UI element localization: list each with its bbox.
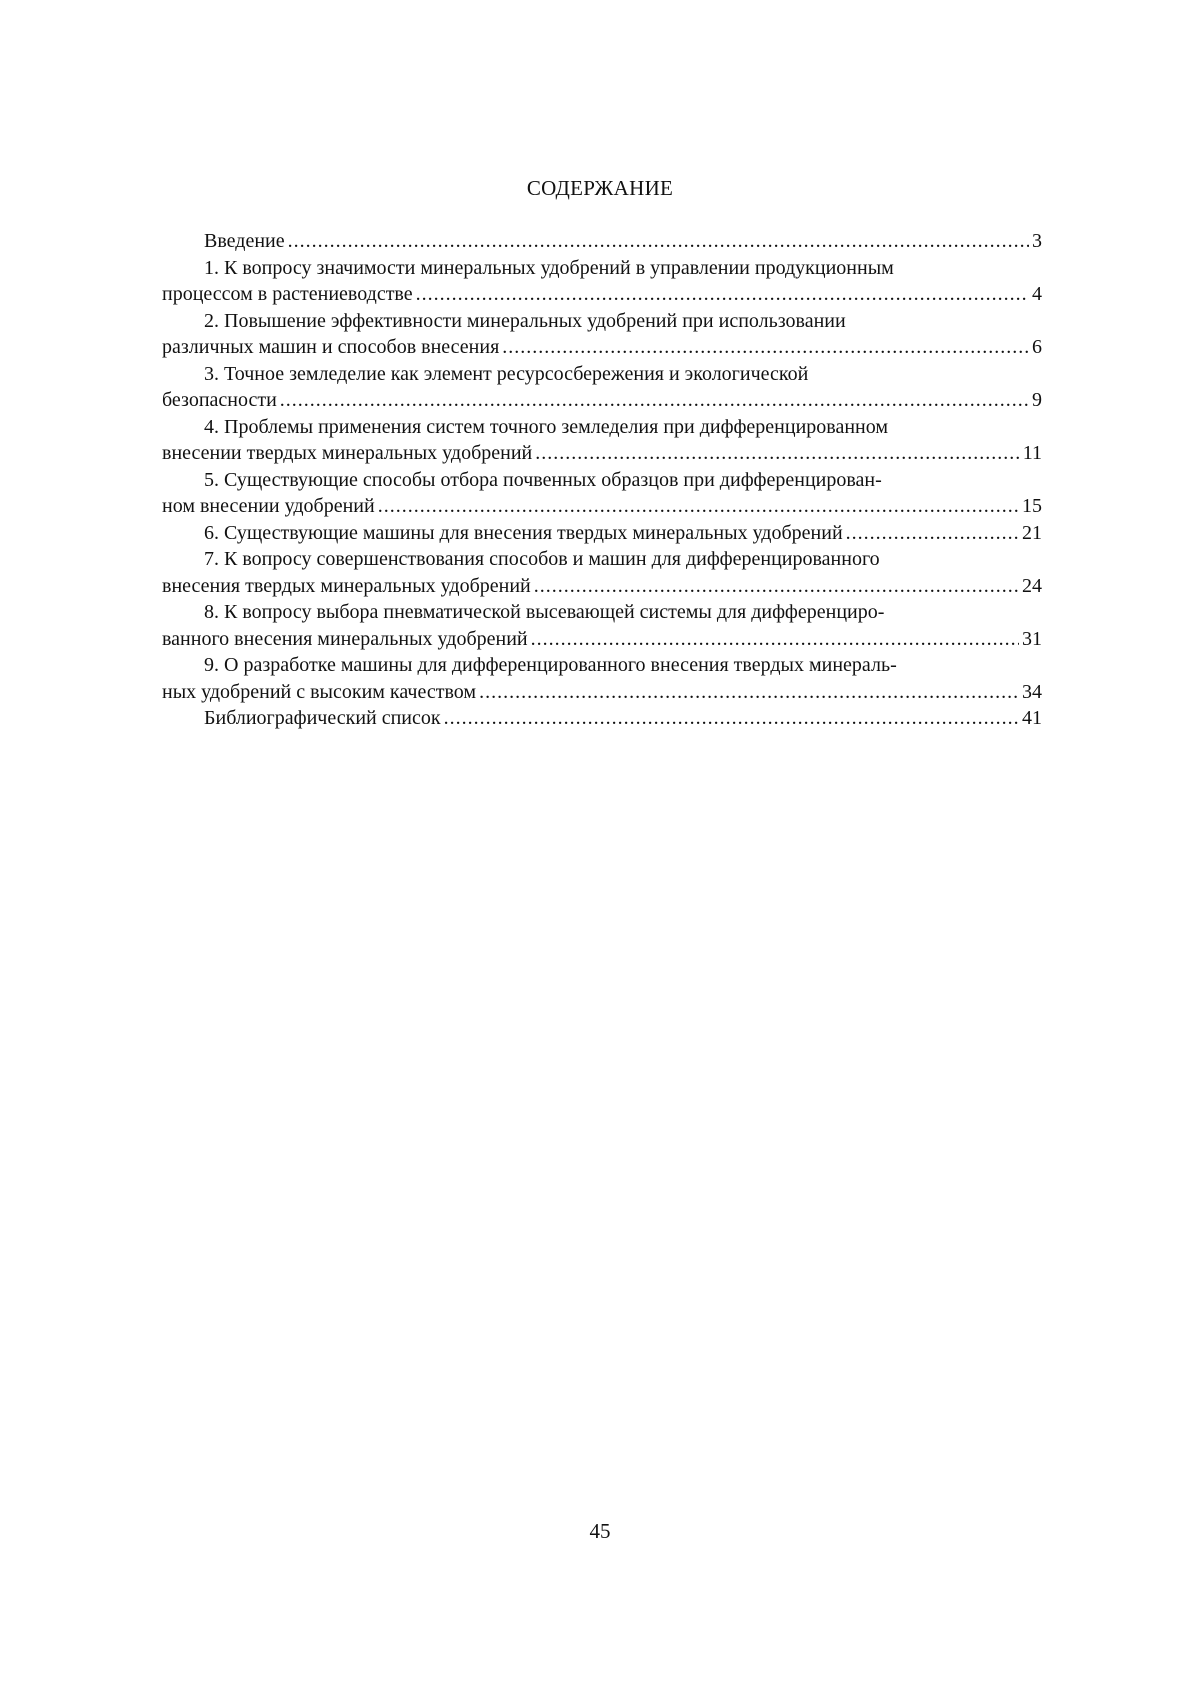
toc-entry-text: 8. К вопросу выбора пневматической высевающей системы для дифференциро- (204, 601, 885, 623)
dot-leader (535, 440, 1020, 467)
toc-entry-5 (162, 467, 1042, 520)
dot-leader (502, 334, 1029, 361)
toc-entry-6 (162, 520, 1042, 547)
toc-entry-text-continued: процессом в растениеводстве (162, 283, 413, 305)
dot-leader (378, 493, 1019, 520)
toc-entry-text: Библиографический список (204, 707, 441, 729)
toc-entry-text-continued: внесения твердых минеральных удобрений (162, 574, 531, 597)
toc-page-number: 21 (1022, 521, 1042, 544)
toc-entry-text-continued: внесении твердых минеральных удобрений (162, 442, 533, 464)
toc-page-number: 41 (1022, 707, 1042, 729)
toc-page-number: 11 (1022, 442, 1042, 464)
toc-entry-text: 2. Повышение эффективности минеральных удобрений при использовании (204, 309, 846, 332)
toc-page-number: 31 (1022, 627, 1042, 650)
dot-leader (444, 705, 1019, 732)
toc-entry-4 (162, 414, 1042, 467)
toc-entry-text-continued: ных удобрений с высоким качеством (162, 680, 477, 703)
toc-entry-text-continued: различных машин и способов внесения (162, 336, 500, 358)
toc-page-number: 3 (1032, 230, 1042, 252)
toc-page-number: 6 (1032, 336, 1042, 358)
dot-leader (288, 228, 1029, 255)
toc-page-number: 24 (1022, 574, 1042, 597)
dot-leader (531, 626, 1019, 653)
toc-entry-text-continued: ванного внесения минеральных удобрений (162, 627, 528, 650)
toc-entry-introduction (162, 228, 1042, 255)
toc-page-number: 15 (1022, 495, 1042, 517)
toc-entry-text: 3. Точное земледелие как элемент ресурсосбережения и экологической (204, 362, 809, 385)
toc-entry-text: 9. О разработке машины для дифференцированного внесения твердых минераль- (204, 654, 897, 676)
toc-page-number: 9 (1032, 389, 1042, 411)
dot-leader (280, 387, 1029, 414)
toc-entry-text: 6. Существующие машины для внесения твердых минеральных удобрений (204, 521, 843, 544)
dot-leader (416, 281, 1029, 308)
dot-leader (846, 520, 1019, 547)
table-of-contents (162, 228, 1042, 732)
dot-leader (534, 573, 1019, 600)
page-number: 45 (589, 1519, 611, 1543)
toc-entry-bibliography (162, 705, 1042, 732)
toc-entry-text: 4. Проблемы применения систем точного земледелия при дифференцированном (204, 415, 889, 438)
toc-entry-text: 7. К вопросу совершенствования способов и машин для дифференцированного (204, 548, 880, 570)
dot-leader (479, 679, 1019, 706)
toc-entry-text: 1. К вопросу значимости минеральных удобрений в управлении продукционным (204, 256, 894, 279)
toc-entry-text-continued: безопасности (162, 389, 277, 411)
toc-entry-8 (162, 599, 1042, 652)
toc-entry-text: Введение (204, 230, 285, 252)
toc-title: СОДЕРЖАНИЕ (526, 176, 674, 200)
toc-entry-text-continued: ном внесении удобрений (162, 495, 375, 517)
toc-entry-2 (162, 308, 1042, 361)
toc-entry-3 (162, 361, 1042, 414)
toc-page-number: 4 (1032, 283, 1042, 305)
toc-entry-7 (162, 546, 1042, 599)
toc-entry-9 (162, 652, 1042, 705)
toc-entry-1 (162, 255, 1042, 308)
toc-entry-text: 5. Существующие способы отбора почвенных образцов при дифференцирован- (204, 468, 882, 491)
toc-page-number: 34 (1022, 680, 1042, 703)
